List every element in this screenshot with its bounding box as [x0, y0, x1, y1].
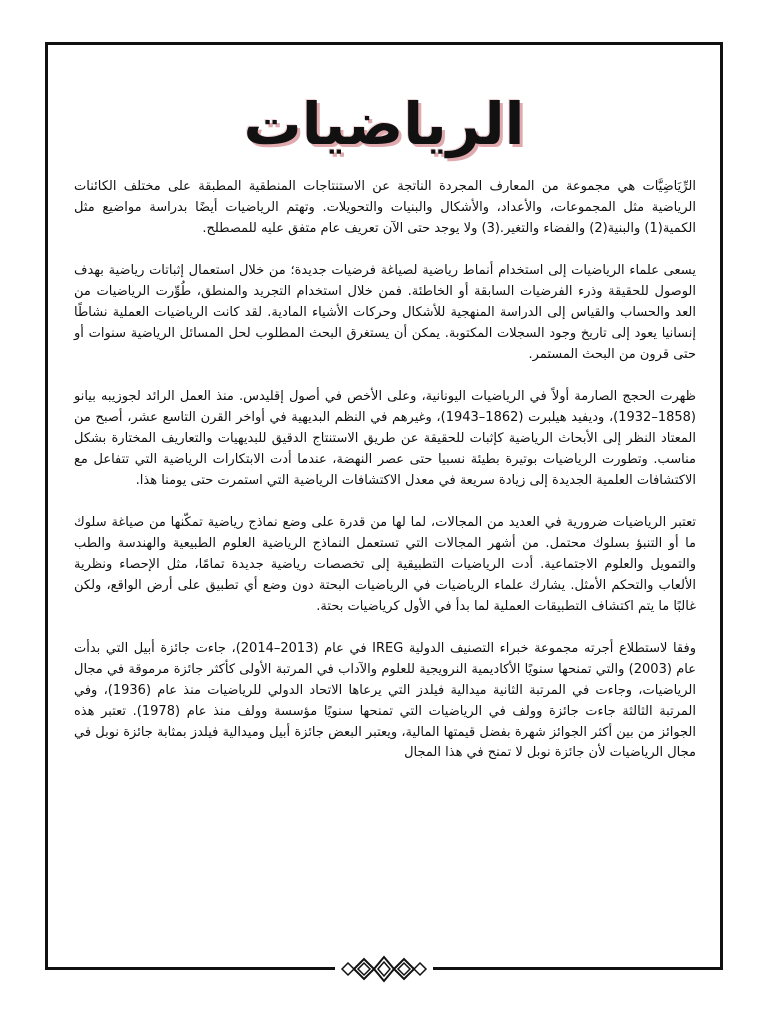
- document-title: الرياضيات: [243, 90, 525, 158]
- paragraph-definition: الرِّيَاضِيَّات هي مجموعة من المعارف المجردة الناتجة عن الاستنتاجات المنطقية المطبقة على مختلف الكائنات الرياضية مثل المجموعات، والأعداد، والأشكال والبنيات والتحويلات. وتهتم الرياضيات أيضًا بدراسة مواضيع مثل الكمية(1) والبنية(2) والفضاء والتغير.(3) ولا يوجد حتى الآن تعريف عام متفق عليه للمصطلح.: [74, 179, 696, 236]
- document-body: [74, 177, 696, 786]
- paragraph-history: ظهرت الحجج الصارمة أولاً في الرياضيات اليونانية، وعلى الأخص في أصول إقليدس. منذ العمل الرائد لجوزيبه بيانو (1858–1932)، وديفيد هيلبرت (1862–1943)، وغيرهم في النظم البديهية في أواخر القرن التاسع عشر، أصبح من المعتاد النظر إلى الأبحاث الرياضية كإثبات للحقيقة عن طريق الاستنتاج الدقيق للبديهيات والتعاريف المختارة بشكل مناسب. وتطورت الرياضيات بوتيرة بطيئة نسبيا حتى عصر النهضة، عندما أدت الابتكارات الرياضية التي تتفاعل مع الاكتشافات العلمية الجديدة إلى زيادة سريعة في معدل الاكتشافات الرياضية التي استمرت حتى يومنا هذا.: [74, 389, 696, 488]
- paragraph-methods: يسعى علماء الرياضيات إلى استخدام أنماط رياضية لصياغة فرضيات جديدة؛ من خلال استعمال إثباتات رياضية بهدف الوصول للحقيقة وذرء الفرضيات السابقة أو الخاطئة. فمن خلال استخدام التجريد والمنطق، طُوِّرت الرياضيات من العد والحساب والقياس إلى الدراسة المنهجية للأشكال وحركات الأشياء المادية. لقد كانت الرياضيات العملية نشاطًا إنسانيا يعود إلى تاريخ وجود السجلات المكتوبة. يمكن أن يستغرق البحث المطلوب لحل المسائل الرياضية سنوات أو حتى قرون من البحث المستمر.: [74, 263, 696, 362]
- paragraph-awards: وفقا لاستطلاع أجرته مجموعة خبراء التصنيف الدولية IREG في عام (2013–2014)، جاءت جائزة أبيل التي بدأت عام (2003) والتي تمنحها سنويًا الأكاديمية النرويجية للعلوم والآداب في المرتبة الأولى كأكثر جائزة مرموقة في مجال الرياضيات، وجاءت في المرتبة الثانية ميدالية فيلدز التي يرعاها الاتحاد الدولي للرياضيات منذ عام (1936)، وفي المرتبة الثالثة جاءت جائزة وولف في الرياضيات التي تمنحها سنويًا مؤسسة وولف منذ عام (1978). تعتبر هذه الجوائز من بين أكثر الجوائز شهرة بفضل قيمتها المالية، ويعتبر البعض جائزة أبيل وميدالية فيلدز بمثابة جائزة نوبل في مجال الرياضيات لأن جائزة نوبل لا تمنح في هذا المجال: [74, 641, 697, 761]
- diamond-ornament-icon: [334, 949, 434, 989]
- paragraph-applications: تعتبر الرياضيات ضرورية في العديد من المجالات، لما لها من قدرة على وضع نماذج رياضية تمكّنها من صياغة سلوك ما أو التنبؤ بسلوك محتمل. من أشهر المجالات التي تستعمل النماذج الرياضية العلوم الطبيعية والهندسة والطب والتمويل والعلوم الاجتماعية. أدت الرياضيات التطبيقية إلى تخصصات رياضية جديدة تمامًا، مثل الإحصاء ونظرية الألعاب والتحكم الأمثل. يشارك علماء الرياضيات في الرياضيات البحتة دون وضع أي تطبيق على أرض الواقع، ولكن غالبًا ما يتم اكتشاف التطبيقات العملية لما بدأ في الأول كرياضيات بحتة.: [74, 515, 696, 614]
- bottom-rule-right: [433, 967, 723, 970]
- bottom-rule-left: [45, 967, 335, 970]
